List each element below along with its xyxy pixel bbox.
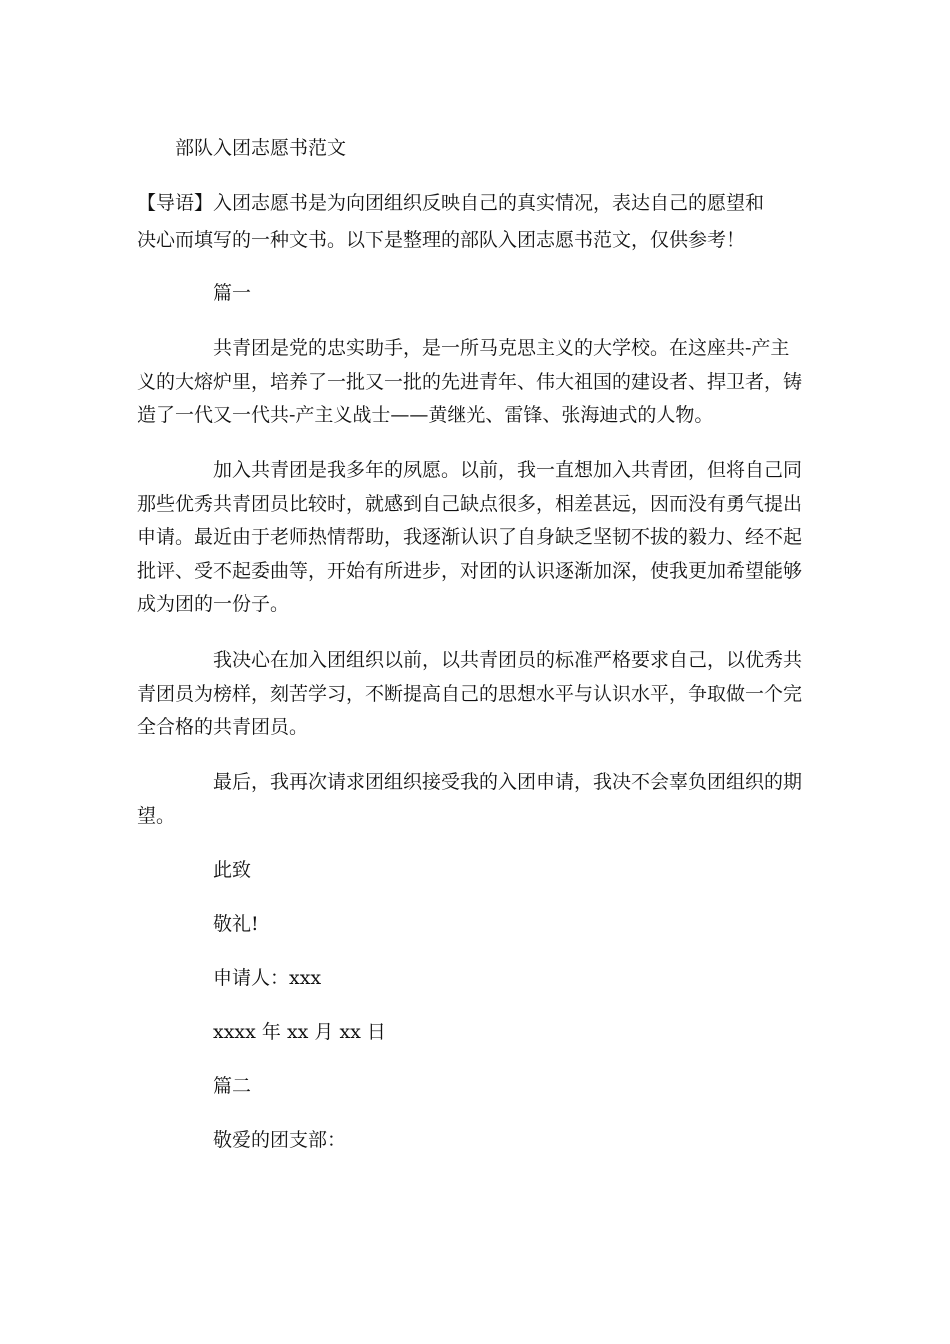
para1-line-3: 造了一代又一代共-产主义战士——黄继光、雷锋、张海迪式的人物。 [137, 404, 714, 426]
para1-line-1: 共青团是党的忠实助手，是一所马克思主义的大学校。在这座共-产主 [213, 337, 790, 359]
date-line: xxxx 年 xx 月 xx 日 [213, 1021, 386, 1043]
para2-line-5: 成为团的一份子。 [137, 593, 290, 615]
para2-line-4: 批评、受不起委曲等，开始有所进步，对团的认识逐渐加深，使我更加希望能够 [137, 560, 803, 582]
applicant-line: 申请人：xxx [213, 967, 322, 989]
para2-line-1: 加入共青团是我多年的夙愿。以前，我一直想加入共青团，但将自己同 [213, 459, 803, 481]
section-heading-2: 篇二 [213, 1075, 252, 1097]
para3-line-3: 全合格的共青团员。 [137, 716, 309, 738]
para4-line-1: 最后，我再次请求团组织接受我的入团申请，我决不会辜负团组织的期 [213, 771, 803, 793]
para3-line-1: 我决心在加入团组织以前，以共青团员的标准严格要求自己，以优秀共 [213, 649, 803, 671]
para1-line-2: 义的大熔炉里，培养了一批又一批的先进青年、伟大祖国的建设者、捍卫者，铸 [137, 371, 803, 393]
para4-line-2: 望。 [137, 805, 176, 827]
salutation-line: 敬爱的团支部： [213, 1129, 347, 1151]
para2-line-3: 申请。最近由于老师热情帮助，我逐渐认识了自身缺乏坚韧不拔的毅力、经不起 [137, 526, 803, 548]
document-title: 部队入团志愿书范文 [175, 137, 347, 159]
intro-line-1: 【导语】入团志愿书是为向团组织反映自己的真实情况，表达自己的愿望和 [137, 192, 765, 214]
para3-line-2: 青团员为榜样，刻苦学习，不断提高自己的思想水平与认识水平，争取做一个完 [137, 683, 803, 705]
closing-jingli: 敬礼! [213, 913, 259, 935]
intro-line-2: 决心而填写的一种文书。以下是整理的部队入团志愿书范文，仅供参考！ [137, 229, 746, 251]
para2-line-2: 那些优秀共青团员比较时，就感到自己缺点很多，相差甚远，因而没有勇气提出 [137, 493, 803, 515]
section-heading-1: 篇一 [213, 282, 252, 304]
closing-cizhi: 此致 [213, 859, 252, 881]
